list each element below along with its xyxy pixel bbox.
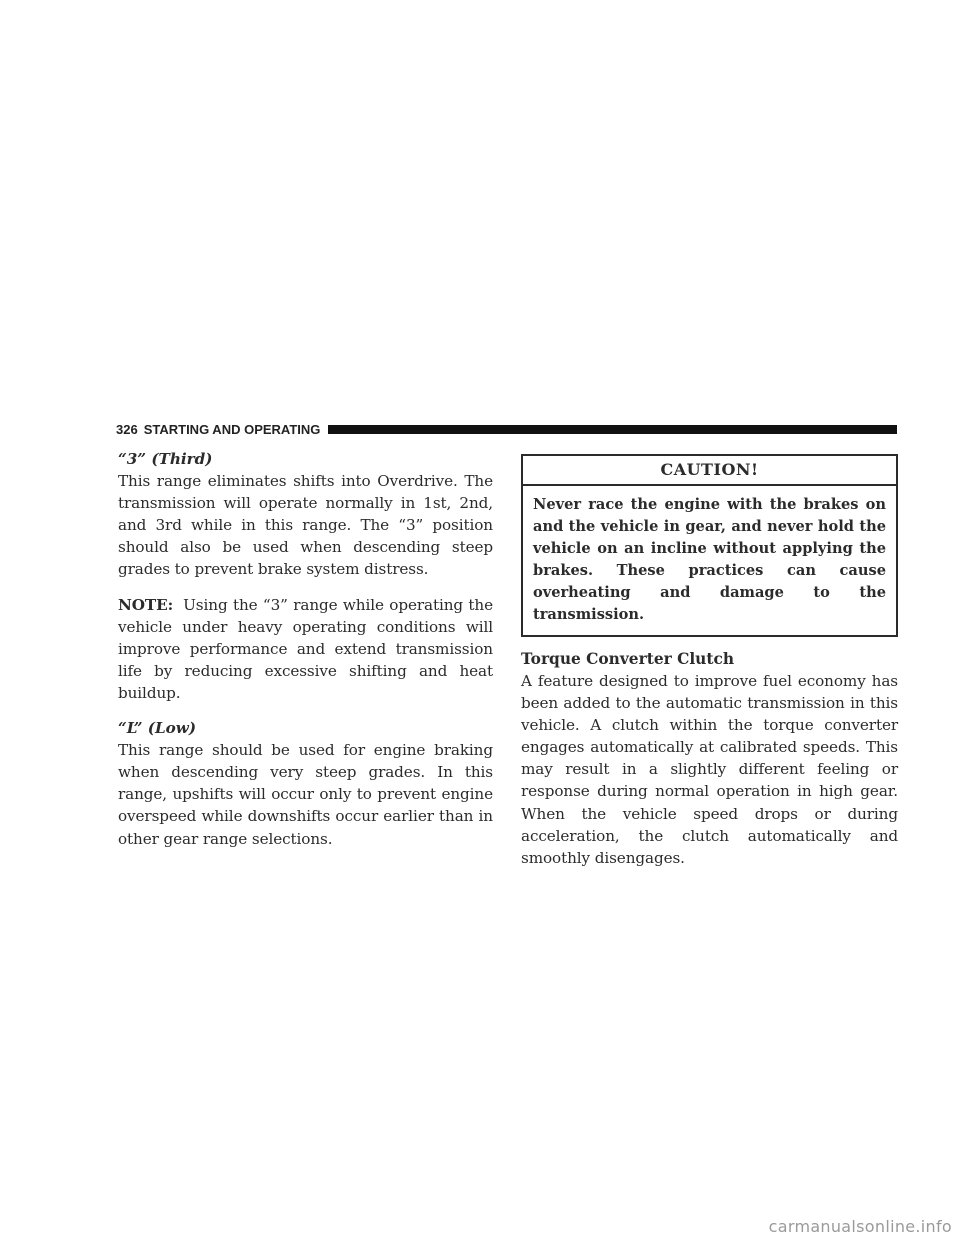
page-number: 326 <box>116 421 138 437</box>
low-body: This range should be used for engine braking when descending very steep grades. In this range, upshifts will occur only to prevent engine overspeed while downshifts occur earlier than in other gear range selections. <box>118 741 493 848</box>
page-header <box>116 419 897 439</box>
caution-body: Never race the engine with the brakes on and the vehicle in gear, and never hold the vehicle on an incline without applying the brakes. These practices can cause overheating and damage to the transmission. <box>533 496 886 623</box>
header-rule <box>328 425 897 434</box>
left-column <box>118 448 493 850</box>
caution-title: CAUTION! <box>523 456 896 486</box>
watermark: carmanualsonline.info <box>768 1217 952 1236</box>
caution-box <box>521 454 898 637</box>
third-heading: “3” (Third) <box>118 450 213 468</box>
note-paragraph <box>118 594 493 704</box>
third-body: This range eliminates shifts into Overdrive. The transmission will operate normally in 1st, 2nd, and 3rd while in this range. The “3” position should also be used when descending steep grades to prevent brake system distress. <box>118 472 493 579</box>
note-label: NOTE: <box>118 595 174 614</box>
low-heading: “L” (Low) <box>118 719 197 738</box>
note-body: Using the “3” range while operating the vehicle under heavy operating conditions will improve performance and extend transmission life by reducing excessive shifting and heat buildup. <box>118 595 493 702</box>
tcc-heading: Torque Converter Clutch <box>521 650 735 668</box>
right-column <box>521 448 898 869</box>
section-title: STARTING AND OPERATING <box>143 421 321 437</box>
tcc-body: A feature designed to improve fuel economy has been added to the automatic transmission in this vehicle. A clutch within the torque converter engages automatically at calibrated speeds. This may result in a slightly different feeling or response during normal operation in high gear. When the vehicle speed drops or during acceleration, the clutch automatically and smoothly disengages. <box>521 672 898 867</box>
